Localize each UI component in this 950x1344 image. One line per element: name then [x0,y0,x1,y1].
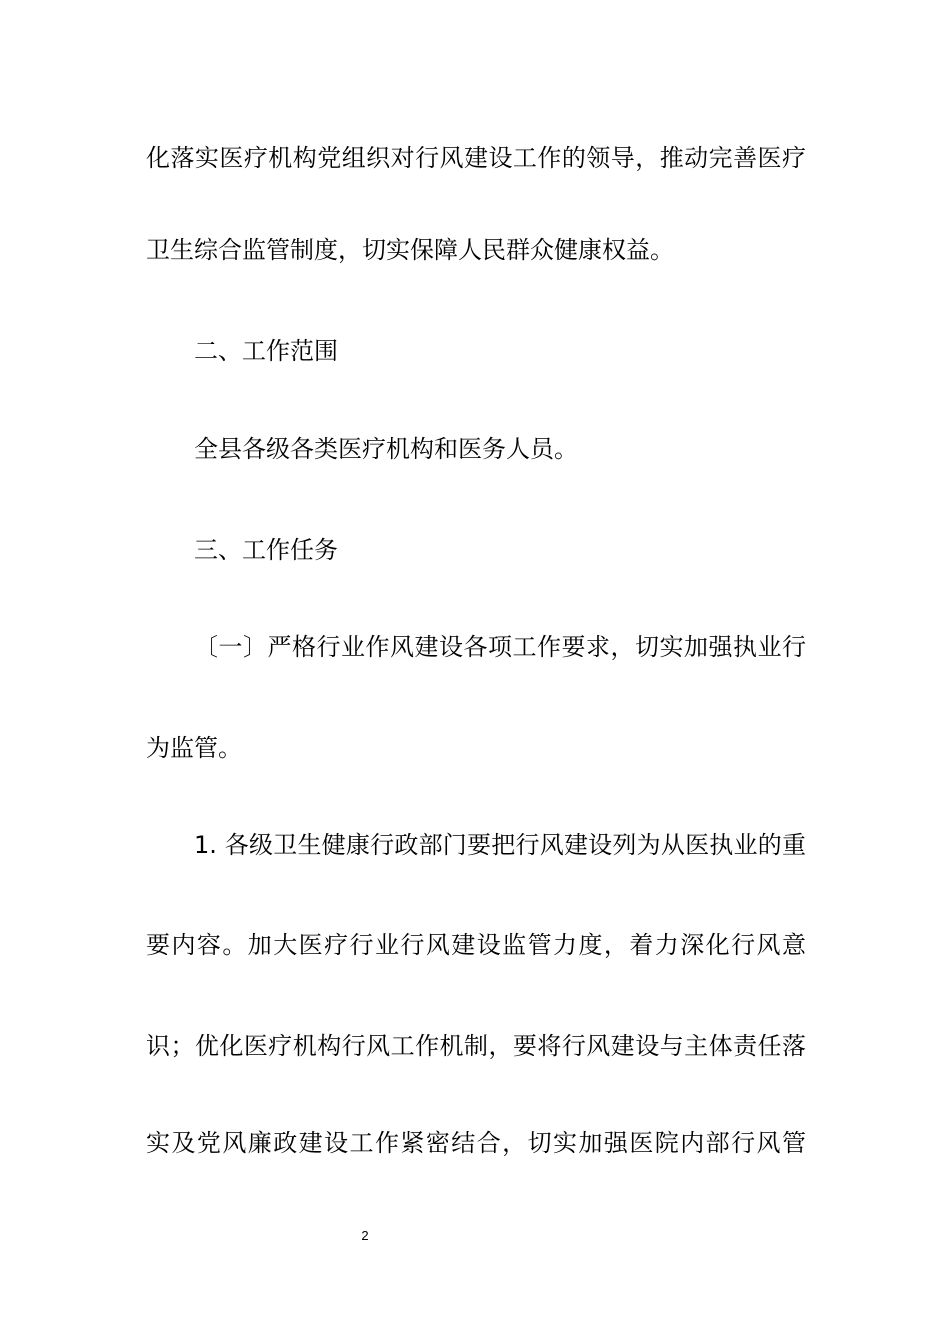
item-1-line-3: 识；优化医疗机构行风工作机制，要将行风建设与主体责任落 [146,1032,806,1060]
item-1-line-4: 实及党风廉政建设工作紧密结合，切实加强医院内部行风管 [146,1129,806,1157]
section-heading-tasks: 三、工作任务 [194,536,338,564]
subsection-heading-line-1: 〔一〕严格行业作风建设各项工作要求，切实加强执业行 [194,633,806,661]
item-1-line-1: 1. 各级卫生健康行政部门要把行风建设列为从医执业的重 [194,831,806,859]
item-1-line-2: 要内容。加大医疗行业行风建设监管力度，着力深化行风意 [146,931,806,959]
paragraph-line-3: 全县各级各类医疗机构和医务人员。 [194,435,578,463]
paragraph-line-2: 卫生综合监管制度，切实保障人民群众健康权益。 [146,236,674,264]
paragraph-line-1: 化落实医疗机构党组织对行风建设工作的领导，推动完善医疗 [146,144,806,172]
page-number: 2 [361,1228,369,1243]
section-heading-scope: 二、工作范围 [194,337,338,365]
subsection-heading-line-2: 为监管。 [146,734,242,762]
